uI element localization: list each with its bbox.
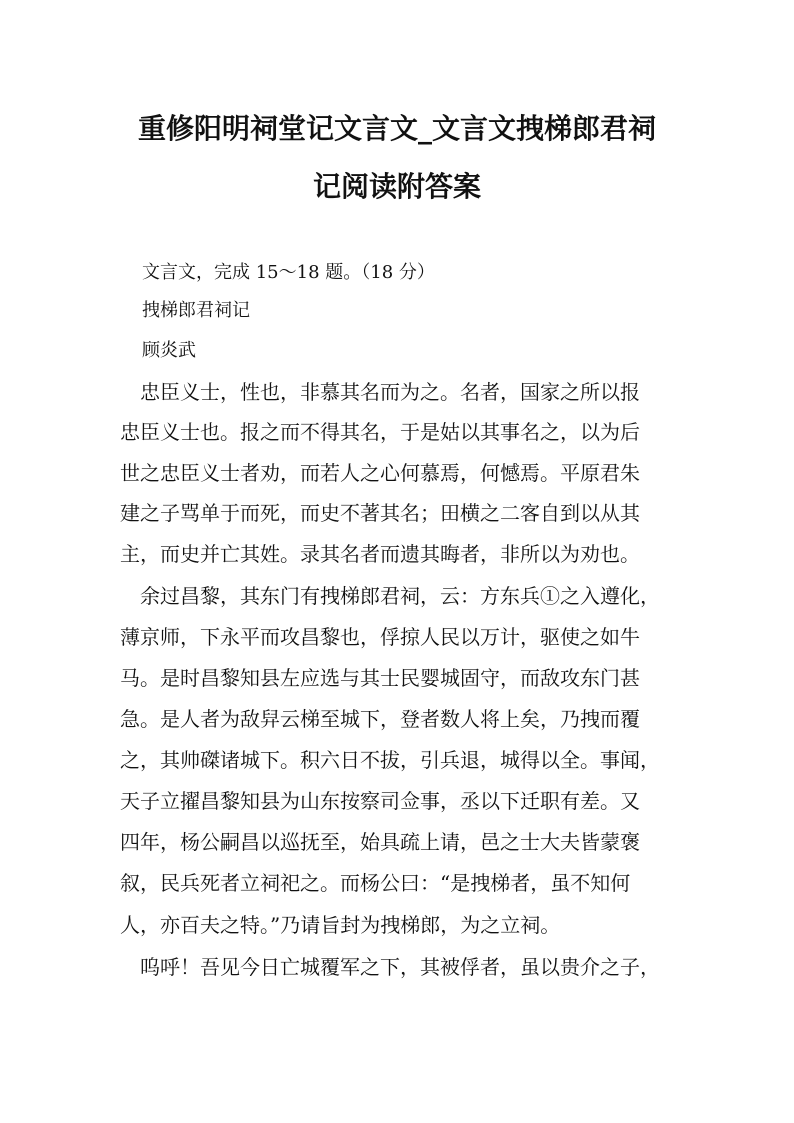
text-line: 呜呼！吾见今日亡城覆军之下，其被俘者，虽以贵介之子， — [120, 955, 660, 979]
intro-line: 文言文，完成 15～18 题。（18 分） — [142, 262, 435, 283]
text-line: 世之忠臣义士者劝，而若人之心何慕焉，何憾焉。平原君朱 — [120, 461, 640, 485]
title-line-1: 重修阳明祠堂记文言文_文言文拽梯郎君祠 — [137, 112, 656, 145]
text-line: 余过昌黎，其东门有拽梯郎君祠，云：方东兵①之入遵化， — [120, 584, 660, 608]
essay-title: 拽梯郎君祠记 — [142, 300, 250, 321]
essay-author: 顾炎武 — [142, 340, 196, 361]
text-line: 四年，杨公嗣昌以巡抚至，始具疏上请，邑之士大夫皆蒙褒 — [120, 830, 640, 854]
text-line: 忠臣义士也。报之而不得其名，于是姑以其事名之，以为后 — [120, 420, 640, 444]
text-line: 忠臣义士，性也，非慕其名而为之。名者，国家之所以报 — [120, 380, 640, 404]
text-line: 天子立擢昌黎知县为山东按察司佥事，丞以下迁职有差。又 — [120, 789, 640, 813]
document-title — [100, 100, 694, 216]
text-line: 马。是时昌黎知县左应选与其士民婴城固守，而敌攻东门甚 — [120, 666, 640, 690]
text-line: 建之子骂单于而死，而史不著其名；田横之二客自到以从其 — [120, 501, 640, 525]
text-line: 叙，民兵死者立祠祀之。而杨公曰：“是拽梯者，虽不知何 — [120, 871, 631, 895]
text-line: 主，而史并亡其姓。录其名者而遗其晦者，非所以为劝也。 — [120, 542, 640, 566]
text-line: 人，亦百夫之特。”乃请旨封为拽梯郎，为之立祠。 — [120, 913, 561, 937]
text-line: 急。是人者为敌舁云梯至城下，登者数人将上矣，乃拽而覆 — [120, 707, 640, 731]
text-line: 之，其帅磔诸城下。积六日不拔，引兵退，城得以全。事闻， — [120, 748, 660, 772]
title-line-2: 记阅读附答案 — [312, 170, 481, 203]
text-line: 薄京师，下永平而攻昌黎也，俘掠人民以万计，驱使之如牛 — [120, 625, 640, 649]
